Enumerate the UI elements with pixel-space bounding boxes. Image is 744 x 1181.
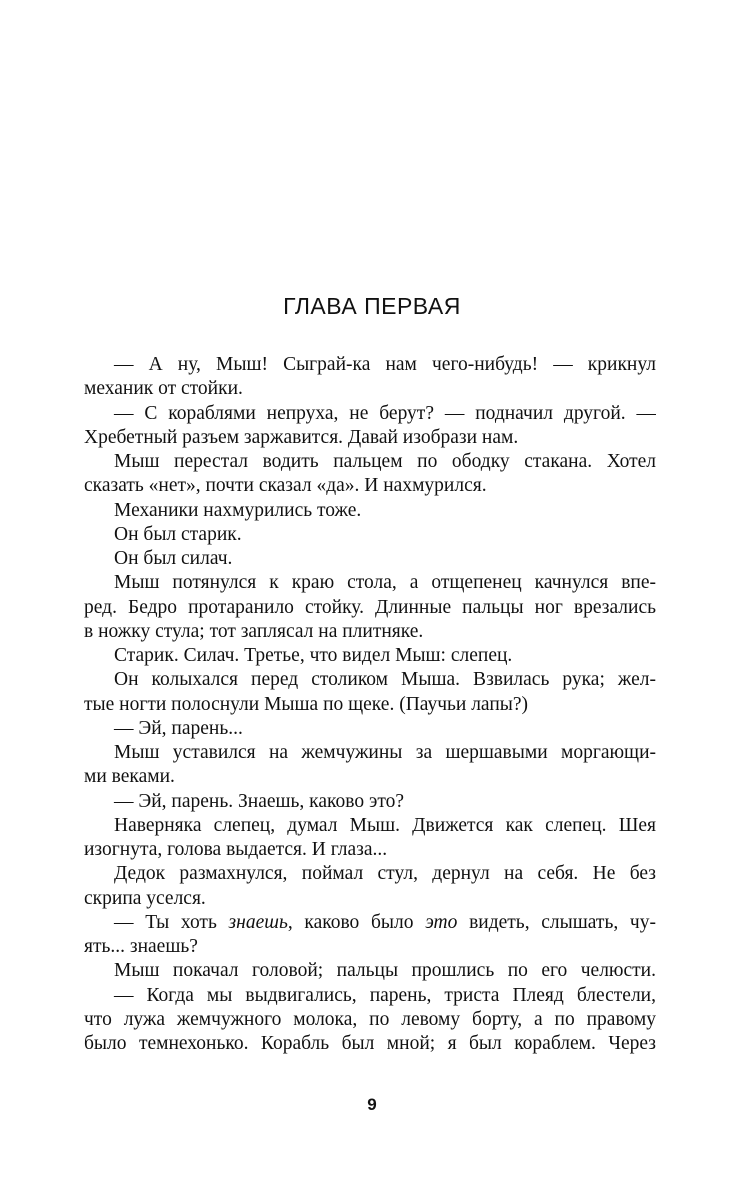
text-line <box>84 353 656 377</box>
text-line <box>84 741 656 765</box>
text-line <box>84 984 656 1008</box>
text-line <box>84 571 656 595</box>
text-span: ред. Бедро протаранило стойку. Длинные пальцы ног врезались <box>84 596 656 618</box>
text-line <box>84 717 656 741</box>
text-span: скрипа уселся. <box>84 887 206 909</box>
text-line <box>84 547 656 571</box>
text-span: было темнехонько. Корабль был мной; я был кораблем. Через <box>84 1033 656 1054</box>
text-line <box>84 911 656 935</box>
chapter-title: ГЛАВА ПЕРВАЯ <box>283 293 461 319</box>
text-line <box>84 499 656 523</box>
text-line <box>84 474 656 498</box>
text-line <box>84 814 656 838</box>
text-span: Хребетный разъем заржавится. Давай изобрази нам. <box>84 426 519 448</box>
text-span: , каково было <box>287 911 426 933</box>
text-span: — Ты хоть <box>114 911 229 933</box>
text-line <box>84 426 656 450</box>
text-span: в ножку стула; тот заплясал на плитняке. <box>84 620 424 642</box>
text-line <box>84 693 656 717</box>
text-line <box>84 959 656 983</box>
text-span: Дедок размахнулся, поймал стул, дернул на себя. Не без <box>114 863 656 885</box>
text-span: Он колыхался перед столиком Мыша. Взвилась рука; жел- <box>114 669 656 691</box>
text-span: изогнута, голова выдается. И глаза... <box>84 839 388 860</box>
text-span: — Когда мы выдвигались, парень, триста Плеяд блестели, <box>114 984 656 1006</box>
text-span: механик от стойки. <box>84 378 243 400</box>
text-span: — Эй, парень. Знаешь, каково это? <box>114 790 404 812</box>
text-span: Механики нахмурились тоже. <box>114 499 362 521</box>
text-span: ять... знаешь? <box>84 936 198 957</box>
text-line <box>84 1032 656 1056</box>
text-span: — С кораблями непруха, не берут? — подначил другой. — <box>114 402 656 424</box>
text-span: — А ну, Мыш! Сыграй-ка нам чего-нибудь! — крикнул <box>114 354 656 375</box>
text-line <box>84 887 656 911</box>
body-text <box>84 353 656 1056</box>
text-span: что лужа жемчужного молока, по левому борту, а по правому <box>84 1008 656 1030</box>
text-span: Мыш перестал водить пальцем по ободку стакана. Хотел <box>114 451 656 472</box>
text-line <box>84 790 656 814</box>
text-line <box>84 862 656 886</box>
text-span: Мыш уставился на жемчужины за шершавыми моргающи- <box>114 742 656 763</box>
text-span: видеть, слышать, чу- <box>457 911 656 933</box>
text-span: тые ногти полоснули Мыша по щеке. (Паучьи лапы?) <box>84 693 529 715</box>
text-span: Он был силач. <box>114 548 233 569</box>
text-span: Мыш потянулся к краю стола, а отщепенец качнулся впе- <box>114 572 656 594</box>
text-line <box>84 644 656 668</box>
italic-text: это <box>425 911 458 933</box>
text-line <box>84 668 656 692</box>
text-span: — Эй, парень... <box>114 717 243 739</box>
text-line <box>84 402 656 426</box>
text-span: сказать «нет», почти сказал «да». И нахмурился. <box>84 475 487 497</box>
text-line <box>84 935 656 959</box>
text-span: Он был старик. <box>114 523 242 545</box>
text-line <box>84 838 656 862</box>
text-span: ми веками. <box>84 766 175 788</box>
text-span: Наверняка слепец, думал Мыш. Движется как слепец. Шея <box>114 814 656 836</box>
text-line <box>84 377 656 401</box>
text-line <box>84 765 656 789</box>
text-span: Старик. Силач. Третье, что видел Мыш: слепец. <box>114 645 513 666</box>
italic-text: знаешь <box>228 911 288 933</box>
text-span: Мыш покачал головой; пальцы прошлись по его челюсти. <box>114 960 656 982</box>
text-line <box>84 596 656 620</box>
text-line <box>84 450 656 474</box>
page-number: 9 <box>367 1095 377 1114</box>
text-line <box>84 1008 656 1032</box>
text-line <box>84 620 656 644</box>
text-line <box>84 523 656 547</box>
